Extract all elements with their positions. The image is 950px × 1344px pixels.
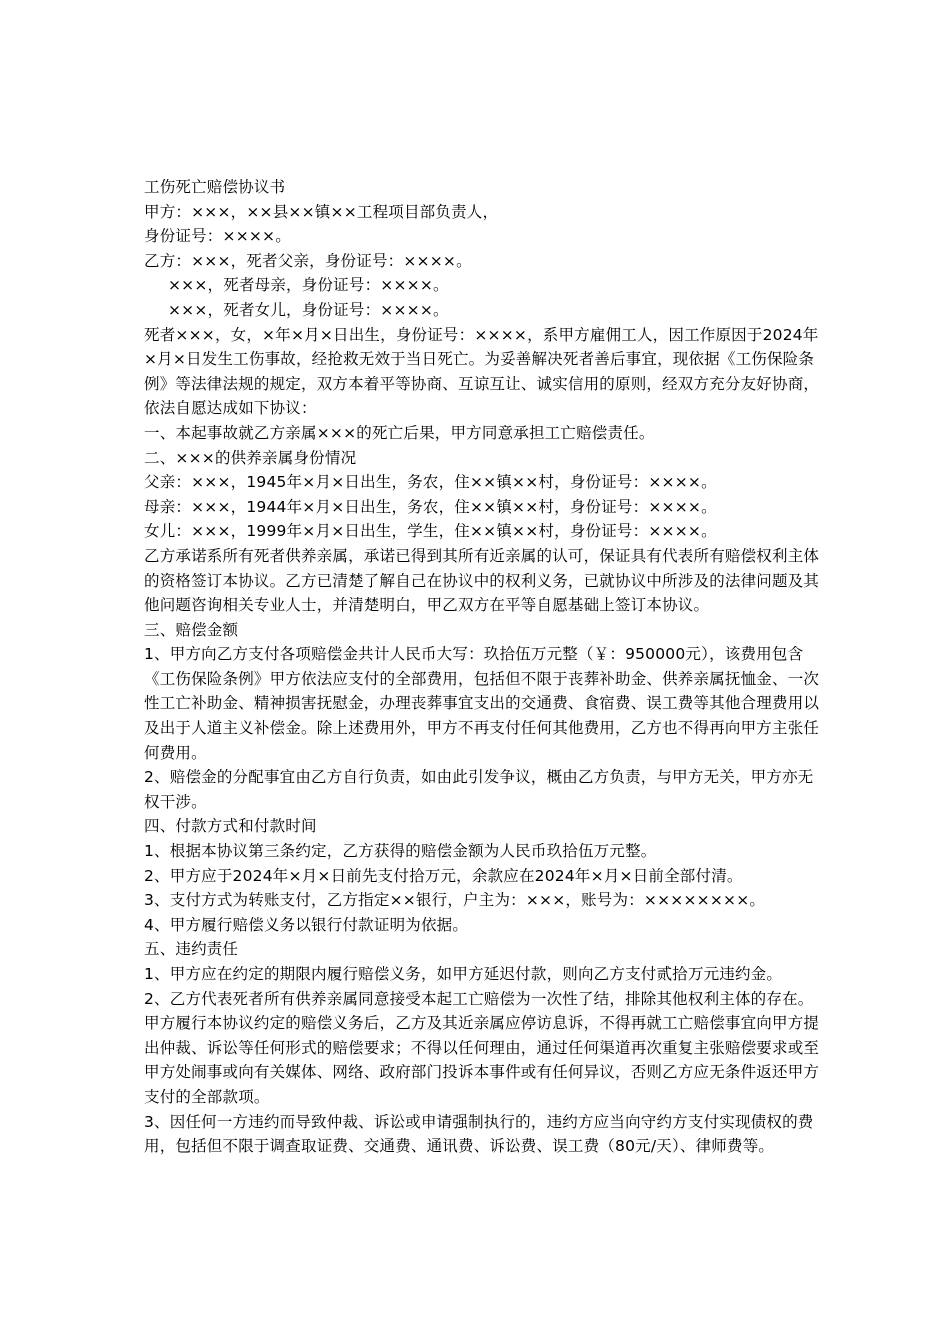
dependent-mother-line: 母亲：×××，1944年×月×日出生，务农，住××镇××村，身份证号：××××。 — [144, 497, 717, 516]
clause-4-heading: 四、付款方式和付款时间 — [144, 817, 317, 836]
clause-3-item-1: 1、甲方向乙方支付各项赔偿金共计人民币大写：玖拾伍万元整（￥：950000元），该费用包含《工伤保险条例》甲方依法应支付的全部费用，包括但不限于丧葬补助金、供养亲属抚恤金、一次性工亡补助金、精神损害抚慰金，办理丧葬事宜支出的交通费、食宿费、误工费等其他合理费用以及出于人道主义补偿金。除上述费用外，甲方不再支付任何其他费用，乙方也不得再向甲方主张任何费用。 — [144, 645, 820, 762]
clause-4-item-4: 4、甲方履行赔偿义务以银行付款证明为依据。 — [144, 915, 469, 934]
clause-4-item-1: 1、根据本协议第三条约定，乙方获得的赔偿金额为人民币玖拾伍万元整。 — [144, 842, 657, 861]
clause-4-item-3: 3、支付方式为转账支付，乙方指定××银行，户主为：×××，账号为：××××××××。 — [144, 891, 766, 910]
clause-5-item-2: 2、乙方代表死者所有供养亲属同意接受本起工亡赔偿为一次性了结，排除其他权利主体的存在。甲方履行本协议约定的赔偿义务后，乙方及其近亲属应停访息诉，不得再就工亡赔偿事宜向甲方提出仲裁、诉讼等任何形式的赔偿要求；不得以任何理由，通过任何渠道再次重复主张赔偿要求或至甲方处闹事或向有关媒体、网络、政府部门投诉本事件或有任何异议，否则乙方应无条件返还甲方支付的全部款项。 — [144, 989, 820, 1106]
clause-5-item-3: 3、因任何一方违约而导致仲裁、诉讼或申请强制执行的，违约方应当向守约方支付实现债权的费用，包括但不限于调查取证费、交通费、通讯费、诉讼费、误工费（80元/天）、律师费等。 — [144, 1112, 814, 1156]
dependent-daughter-line: 女儿：×××，1999年×月×日出生，学生，住××镇××村，身份证号：××××。 — [144, 522, 717, 541]
party-a-id-line: 身份证号：××××。 — [144, 227, 291, 246]
dependent-father-line: 父亲：×××，1945年×月×日出生，务农，住××镇××村，身份证号：××××。 — [144, 473, 717, 492]
clause-4-item-2: 2、甲方应于2024年×月×日前先支付拾万元，余款应在2024年×月×日前全部付清。 — [144, 866, 743, 885]
clause-2-heading: 二、×××的供养亲属身份情况 — [144, 448, 357, 467]
clause-5-item-1: 1、甲方应在约定的期限内履行赔偿义务，如甲方延迟付款，则向乙方支付贰拾万元违约金。 — [144, 965, 783, 983]
document-title: 工伤死亡赔偿协议书 — [144, 178, 286, 196]
preamble-paragraph: 死者×××，女，×年×月×日出生，身份证号：××××，系甲方雇佣工人，因工作原因于2024年×月×日发生工伤事故，经抢救无效于当日死亡。为妥善解决死者善后事宜，现依据《工伤保险条例》等法律法规的规定，双方本着平等协商、互谅互让、诚实信用的原则，经双方充分友好协商，依法自愿达成如下协议： — [144, 325, 820, 418]
party-b-commitment-paragraph: 乙方承诺系所有死者供养亲属，承诺已得到其所有近亲属的认可，保证具有代表所有赔偿权利主体的资格签订本协议。乙方已清楚了解自己在协议中的权利义务，已就协议中所涉及的法律问题及其他问题咨询相关专业人士，并清楚明白，甲乙双方在平等自愿基础上签订本协议。 — [144, 546, 820, 615]
clause-5-heading: 五、违约责任 — [144, 940, 239, 959]
clause-3-item-2: 2、赔偿金的分配事宜由乙方自行负责，如由此引发争议，概由乙方负责，与甲方无关，甲方亦无权干涉。 — [144, 768, 814, 811]
party-b-daughter-line: ×××，死者女儿，身份证号：××××。 — [168, 300, 449, 319]
clause-3-heading: 三、赔偿金额 — [144, 620, 239, 639]
document-body — [144, 175, 820, 1159]
clause-1-heading: 一、本起事故就乙方亲属×××的死亡后果，甲方同意承担工亡赔偿责任。 — [144, 423, 655, 442]
party-b-mother-line: ×××，死者母亲，身份证号：××××。 — [168, 276, 449, 295]
party-b-father-line: 乙方：×××，死者父亲，身份证号：××××。 — [144, 251, 472, 270]
party-a-line: 甲方：×××，××县××镇××工程项目部负责人， — [144, 202, 499, 221]
